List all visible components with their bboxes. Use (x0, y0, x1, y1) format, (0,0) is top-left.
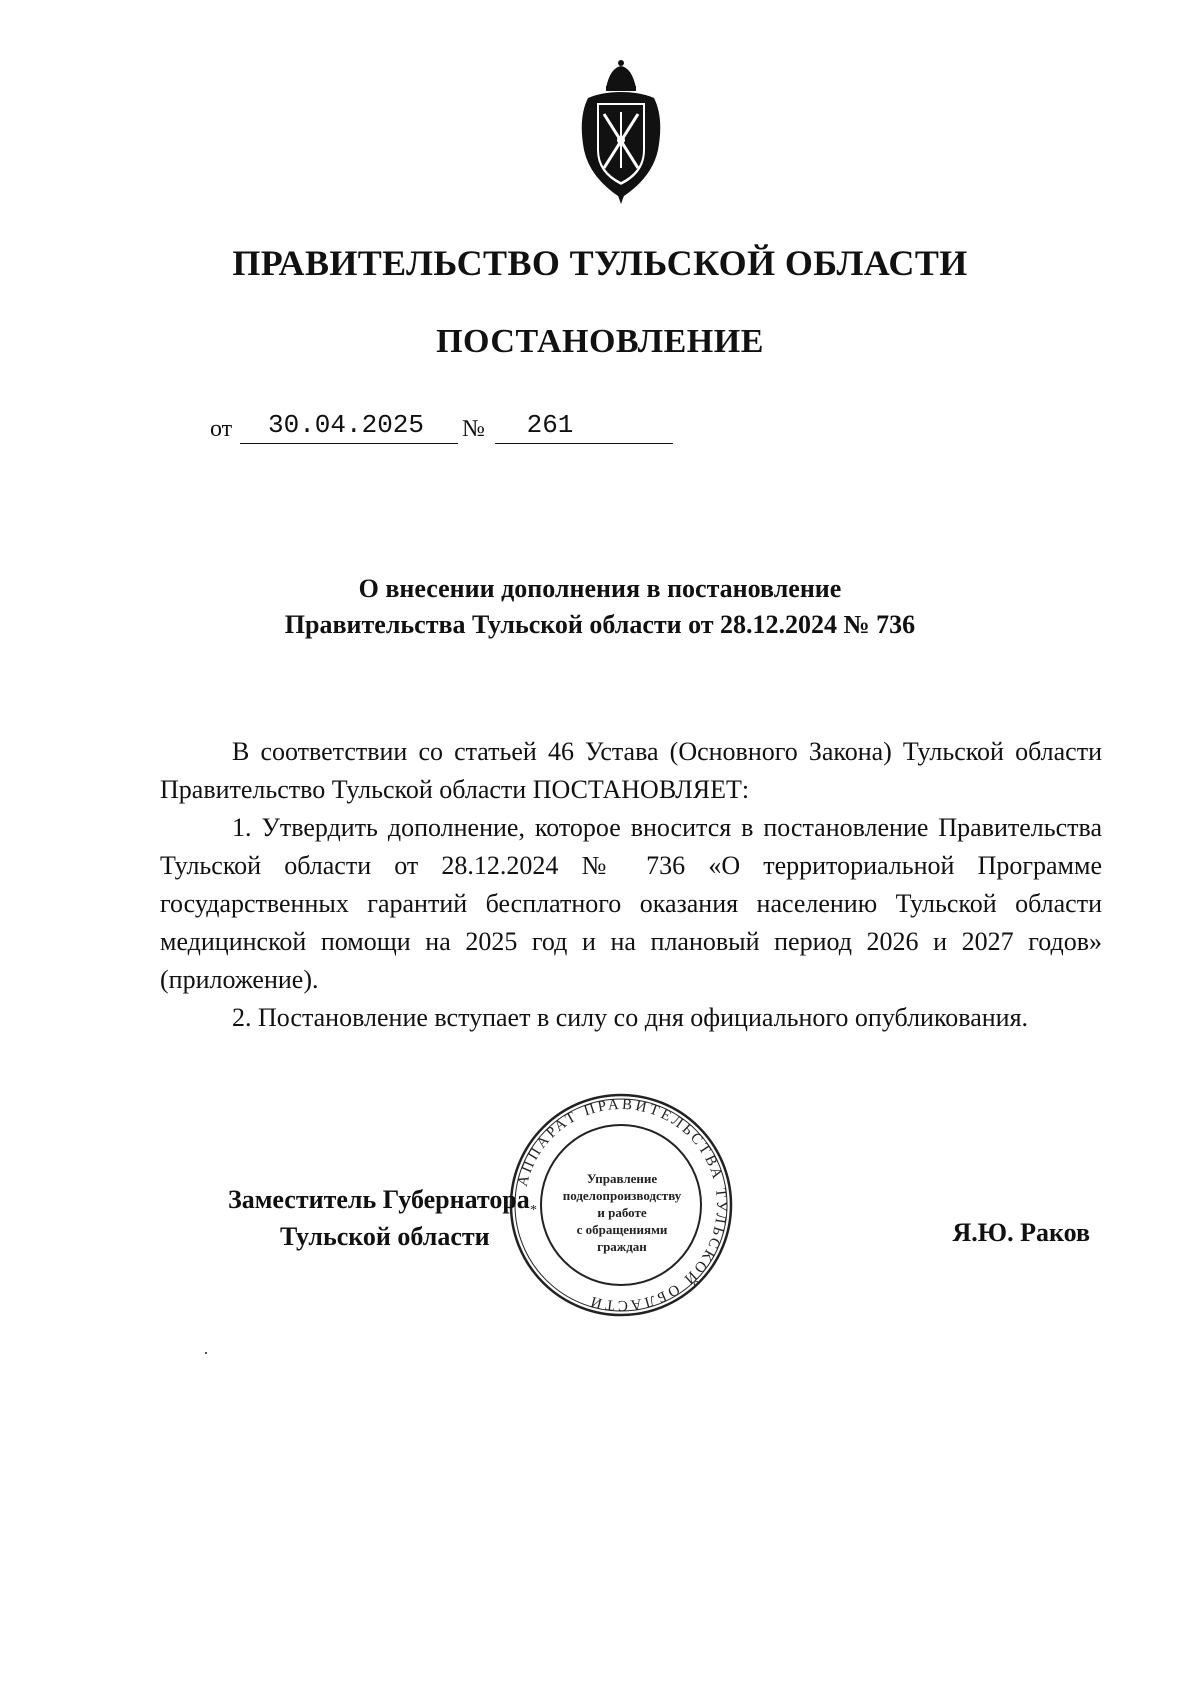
signatory-title-line-2: Тульской области (280, 1222, 490, 1251)
item-1-paragraph: 1. Утвердить дополнение, которое вносится в постановление Правительства Тульской области от 28.12.2024 № 736 «О территориальной Программе государственных гарантий бесплатного оказания населению Тульской области медицинской помощи на 2025 год и на плановый период 2026 и 2027 годов» (приложение). (160, 813, 1102, 994)
stamp-line-4: с обращениями (576, 1222, 668, 1237)
organization-title: ПРАВИТЕЛЬСТВО ТУЛЬСКОЙ ОБЛАСТИ (232, 243, 968, 283)
date-underline (240, 443, 458, 444)
coat-of-arms-icon (570, 58, 672, 204)
document-body (160, 733, 1102, 1037)
number-underline (495, 443, 673, 444)
document-subject (0, 571, 1200, 643)
date-label: от (210, 416, 233, 442)
subject-line-2: Правительства Тульской области от 28.12.2024 № 736 (284, 610, 916, 639)
registration-line (210, 410, 690, 444)
item-2-paragraph: 2. Постановление вступает в силу со дня официального опубликования. (232, 1003, 1029, 1032)
signatory-name: Я.Ю. Раков (952, 1218, 1090, 1247)
stamp-inner-text (549, 1170, 695, 1255)
document-type: ПОСТАНОВЛЕНИЕ (436, 323, 764, 360)
number-label: № (462, 416, 485, 442)
scan-speck (205, 1352, 207, 1354)
subject-line-1: О внесении дополнения в постановление (358, 574, 842, 603)
preamble-paragraph: В соответствии со статьей 46 Устава (Основного Закона) Тульской области Правительство Тульской области ПОСТАНОВЛЯЕТ: (160, 737, 1102, 804)
svg-text:*: * (530, 1203, 537, 1218)
stamp-line-5: граждан (597, 1239, 647, 1254)
document-number: 261 (526, 410, 574, 440)
document-date: 30.04.2025 (267, 410, 425, 440)
signatory-title (228, 1181, 530, 1255)
signatory-title-line-1: Заместитель Губернатора (228, 1185, 530, 1214)
stamp-line-1: Управление (586, 1171, 658, 1186)
stamp-line-2: поделопроизводству (562, 1188, 682, 1203)
stamp-line-3: и работе (597, 1205, 647, 1220)
svg-text:АППАРАТ ПРАВИТЕЛЬСТВА ТУЛЬСКОЙ: АППАРАТ ПРАВИТЕЛЬСТВА ТУЛЬСКОЙ ОБЛАСТИ (514, 1096, 730, 1314)
